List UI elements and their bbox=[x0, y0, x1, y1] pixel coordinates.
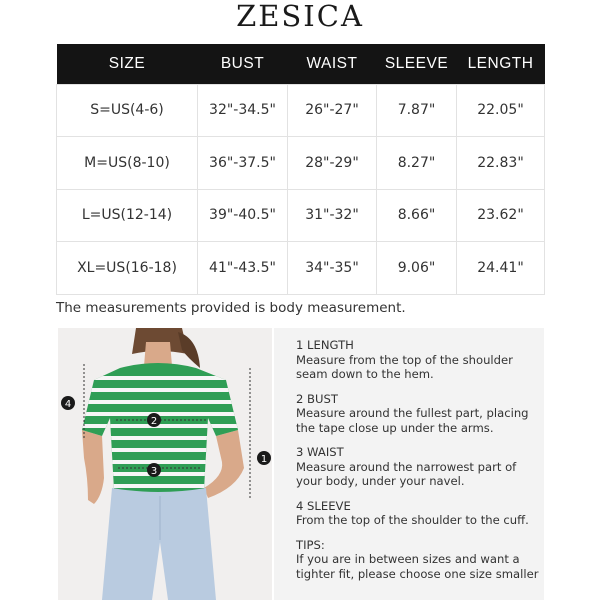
guide-bust bbox=[296, 392, 544, 436]
guide-waist-title: 3 WAIST bbox=[296, 445, 344, 459]
header-sleeve: SLEEVE bbox=[377, 44, 457, 84]
measurement-guide bbox=[274, 328, 544, 600]
cell-waist: 28"-29" bbox=[288, 137, 377, 190]
cell-bust: 39"-40.5" bbox=[198, 189, 288, 242]
guide-sleeve-desc: From the top of the shoulder to the cuff. bbox=[296, 513, 529, 527]
cell-bust: 32"-34.5" bbox=[198, 84, 288, 137]
marker-3 bbox=[147, 463, 161, 477]
svg-text:1: 1 bbox=[260, 454, 268, 465]
model-illustration bbox=[58, 328, 272, 600]
cell-length: 22.05" bbox=[457, 84, 545, 137]
guide-length bbox=[296, 338, 544, 382]
header-length: LENGTH bbox=[457, 44, 545, 84]
table-row bbox=[57, 84, 545, 137]
cell-length: 24.41" bbox=[457, 242, 545, 295]
guide-sleeve-title: 4 SLEEVE bbox=[296, 498, 351, 513]
cell-sleeve: 8.66" bbox=[377, 189, 457, 242]
svg-text:3: 3 bbox=[150, 466, 158, 477]
marker-2 bbox=[147, 413, 161, 427]
guide-tips bbox=[296, 538, 544, 582]
tips-title: TIPS: bbox=[296, 537, 325, 552]
cell-waist: 31"-32" bbox=[288, 189, 377, 242]
cell-waist: 34"-35" bbox=[288, 242, 377, 295]
guide-waist-desc: Measure around the narrowest part of your body, under your navel. bbox=[296, 459, 517, 488]
guide-length-title: 1 LENGTH bbox=[296, 338, 354, 352]
marker-4 bbox=[61, 396, 75, 410]
brand-logo: ZESICA bbox=[236, 0, 364, 33]
measurement-note: The measurements provided is body measurement. bbox=[56, 300, 406, 316]
guide-waist bbox=[296, 445, 544, 489]
header-waist: WAIST bbox=[288, 44, 377, 84]
cell-length: 22.83" bbox=[457, 137, 545, 190]
cell-bust: 36"-37.5" bbox=[198, 137, 288, 190]
guide-bust-desc: Measure around the fullest part, placing the tape close up under the arms. bbox=[296, 406, 529, 435]
cell-size: XL=US(16-18) bbox=[57, 242, 198, 295]
header-size: SIZE bbox=[57, 44, 198, 84]
cell-sleeve: 7.87" bbox=[377, 84, 457, 137]
guide-sleeve bbox=[296, 499, 544, 528]
header-bust: BUST bbox=[198, 44, 288, 84]
table-row bbox=[57, 242, 545, 295]
guide-bust-title: 2 BUST bbox=[296, 391, 338, 406]
size-chart-table bbox=[56, 44, 545, 295]
cell-sleeve: 9.06" bbox=[377, 242, 457, 295]
table-row bbox=[57, 189, 545, 242]
cell-size: L=US(12-14) bbox=[57, 189, 198, 242]
cell-size: M=US(8-10) bbox=[57, 137, 198, 190]
model-figure-icon bbox=[58, 328, 272, 600]
cell-sleeve: 8.27" bbox=[377, 137, 457, 190]
cell-waist: 26"-27" bbox=[288, 84, 377, 137]
svg-text:4: 4 bbox=[64, 399, 72, 410]
marker-1 bbox=[257, 451, 271, 465]
cell-length: 23.62" bbox=[457, 189, 545, 242]
tips-text: If you are in between sizes and want a tighter fit, please choose one size smaller bbox=[296, 552, 539, 581]
table-header-row bbox=[57, 44, 545, 84]
cell-size: S=US(4-6) bbox=[57, 84, 198, 137]
table-row bbox=[57, 137, 545, 190]
cell-bust: 41"-43.5" bbox=[198, 242, 288, 295]
guide-length-desc: Measure from the top of the shoulder seam down to the hem. bbox=[296, 352, 513, 381]
svg-text:2: 2 bbox=[150, 416, 158, 427]
